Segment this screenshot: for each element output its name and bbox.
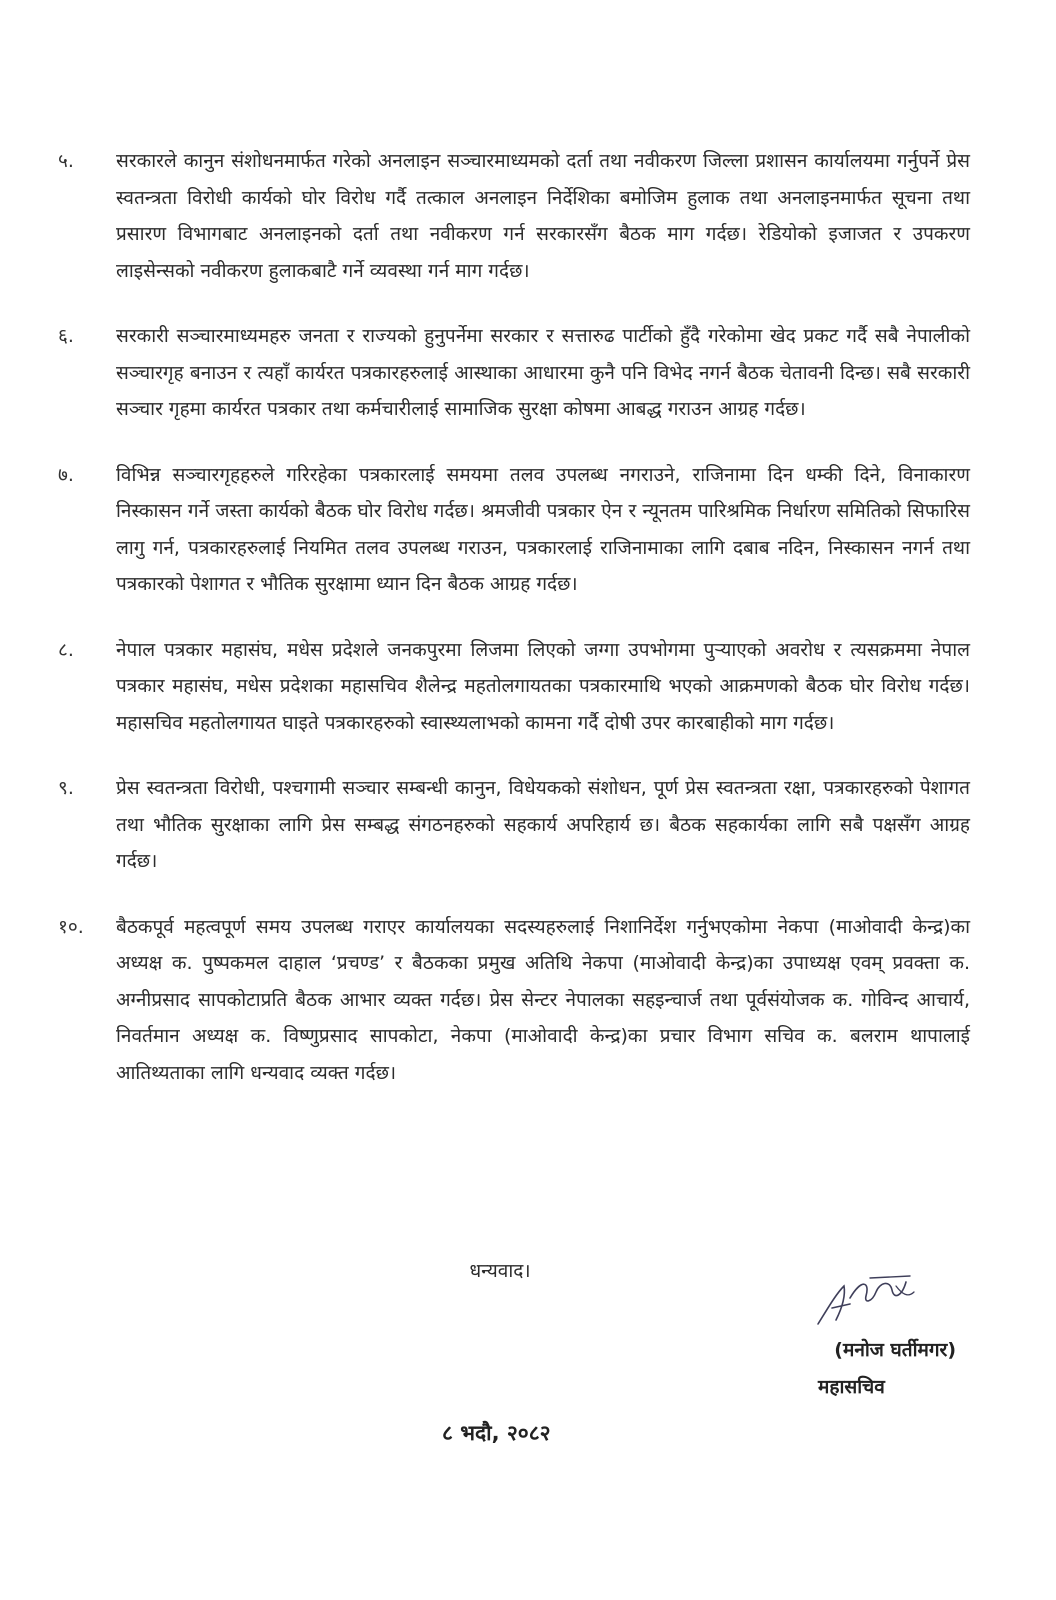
item-text: सरकारले कानुन संशोधनमार्फत गरेको अनलाइन सञ्चारमाध्यमको दर्ता तथा नवीकरण जिल्ला प्रशासन कार्यालयमा गर्नुपर्ने प्रेस स्वतन्त्रता विरोधी कार्यको घोर विरोध गर्दै तत्काल अनलाइन निर्देशिका बमोजिम हुलाक तथा अनलाइनमार्फत सूचना तथा प्रसारण विभागबाट अनलाइनको दर्ता तथा नवीकरण गर्न सरकारसँग बैठक माग गर्दछ। रेडियोको इजाजत र उपकरण लाइसेन्सको नवीकरण हुलाकबाटै गर्ने व्यवस्था गर्न माग गर्दछ। [116, 150, 970, 282]
list-item [58, 909, 970, 1092]
item-number: ७. [58, 463, 74, 486]
list-item [58, 457, 970, 603]
item-number: ६. [58, 325, 74, 347]
resolution-list [58, 143, 970, 1120]
item-text: नेपाल पत्रकार महासंघ, मधेस प्रदेशले जनकपुरमा लिजमा लिएको जग्गा उपभोगमा पुऱ्याएको अवरोध र त्यसक्रममा नेपाल पत्रकार महासंघ, मधेस प्रदेशका महासचिव शैलेन्द्र महतोलगायतका पत्रकारमाथि भएको आक्रमणको बैठक घोर विरोध गर्दछ। महासचिव महतोलगायत घाइते पत्रकारहरुको स्वास्थ्यलाभको कामना गर्दै दोषी उपर कारबाहीको माग गर्दछ। [116, 638, 970, 734]
signatory-title: महासचिव [818, 1376, 885, 1398]
item-text: विभिन्न सञ्चारगृहहरुले गरिरहेका पत्रकारलाई समयमा तलव उपलब्ध नगराउने, राजिनामा दिन धम्की दिने, विनाकारण निस्कासन गर्ने जस्ता कार्यको बैठक घोर विरोध गर्दछ। श्रमजीवी पत्रकार ऐन र न्यूनतम पारिश्रमिक निर्धारण समितिको सिफारिस लागु गर्न, पत्रकारहरुलाई नियमित तलव उपलब्ध गराउन, पत्रकारलाई राजिनामाका लागि दबाब नदिन, निस्कासन नगर्न तथा पत्रकारको पेशागत र भौतिक सुरक्षामा ध्यान दिन बैठक आग्रह गर्दछ। [116, 463, 970, 595]
closing-label: धन्यवाद। [469, 1260, 531, 1282]
item-number: ५. [58, 150, 74, 172]
document-date: ८ भदौ, २०८२ [442, 1421, 551, 1445]
list-item [58, 770, 970, 880]
item-text: सरकारी सञ्चारमाध्यमहरु जनता र राज्यको हुनुपर्नेमा सरकार र सत्तारुढ पार्टीको हुँदै गरेकोमा खेद प्रकट गर्दै सबै नेपालीको सञ्चारगृह बनाउन र त्यहाँ कार्यरत पत्रकारहरुलाई आस्थाका आधारमा कुनै पनि विभेद नगर्न बैठक चेतावनी दिन्छ। सबै सरकारी सञ्चार गृहमा कार्यरत पत्रकार तथा कर्मचारीलाई सामाजिक सुरक्षा कोषमा आबद्ध गराउन आग्रह गर्दछ। [116, 325, 970, 420]
signatory-name: (मनोज घर्तीमगर) [834, 1339, 956, 1361]
list-item [58, 632, 970, 742]
item-number: ९. [58, 777, 74, 799]
item-text: प्रेस स्वतन्त्रता विरोधी, पश्चगामी सञ्चार सम्बन्धी कानुन, विधेयकको संशोधन, पूर्ण प्रेस स्वतन्त्रता रक्षा, पत्रकारहरुको पेशागत तथा भौतिक सुरक्षाका लागि प्रेस सम्बद्ध संगठनहरुको सहकार्य अपरिहार्य छ। बैठक सहकार्यका लागि सबै पक्षसँग आग्रह गर्दछ। [116, 777, 970, 872]
item-number: ८. [58, 638, 74, 661]
list-item [58, 318, 970, 428]
list-item [58, 143, 970, 289]
item-number: १०. [58, 915, 84, 938]
item-text: बैठकपूर्व महत्वपूर्ण समय उपलब्ध गराएर कार्यालयका सदस्यहरुलाई निशानिर्देश गर्नुभएकोमा नेकपा (माओवादी केन्द्र)का अध्यक्ष क. पुष्पकमल दाहाल ‘प्रचण्ड’ र बैठकका प्रमुख अतिथि नेकपा (माओवादी केन्द्र)का उपाध्यक्ष एवम् प्रवक्ता क. अग्नीप्रसाद सापकोटाप्रति बैठक आभार व्यक्त गर्दछ। प्रेस सेन्टर नेपालका सहइन्चार्ज तथा पूर्वसंयोजक क. गोविन्द आचार्य, निवर्तमान अध्यक्ष क. विष्णुप्रसाद सापकोटा, नेकपा (माओवादी केन्द्र)का प्रचार विभाग सचिव क. बलराम थापालाई आतिथ्यताका लागि धन्यवाद व्यक्त गर्दछ। [116, 915, 970, 1084]
handwritten-signature [810, 1268, 930, 1342]
